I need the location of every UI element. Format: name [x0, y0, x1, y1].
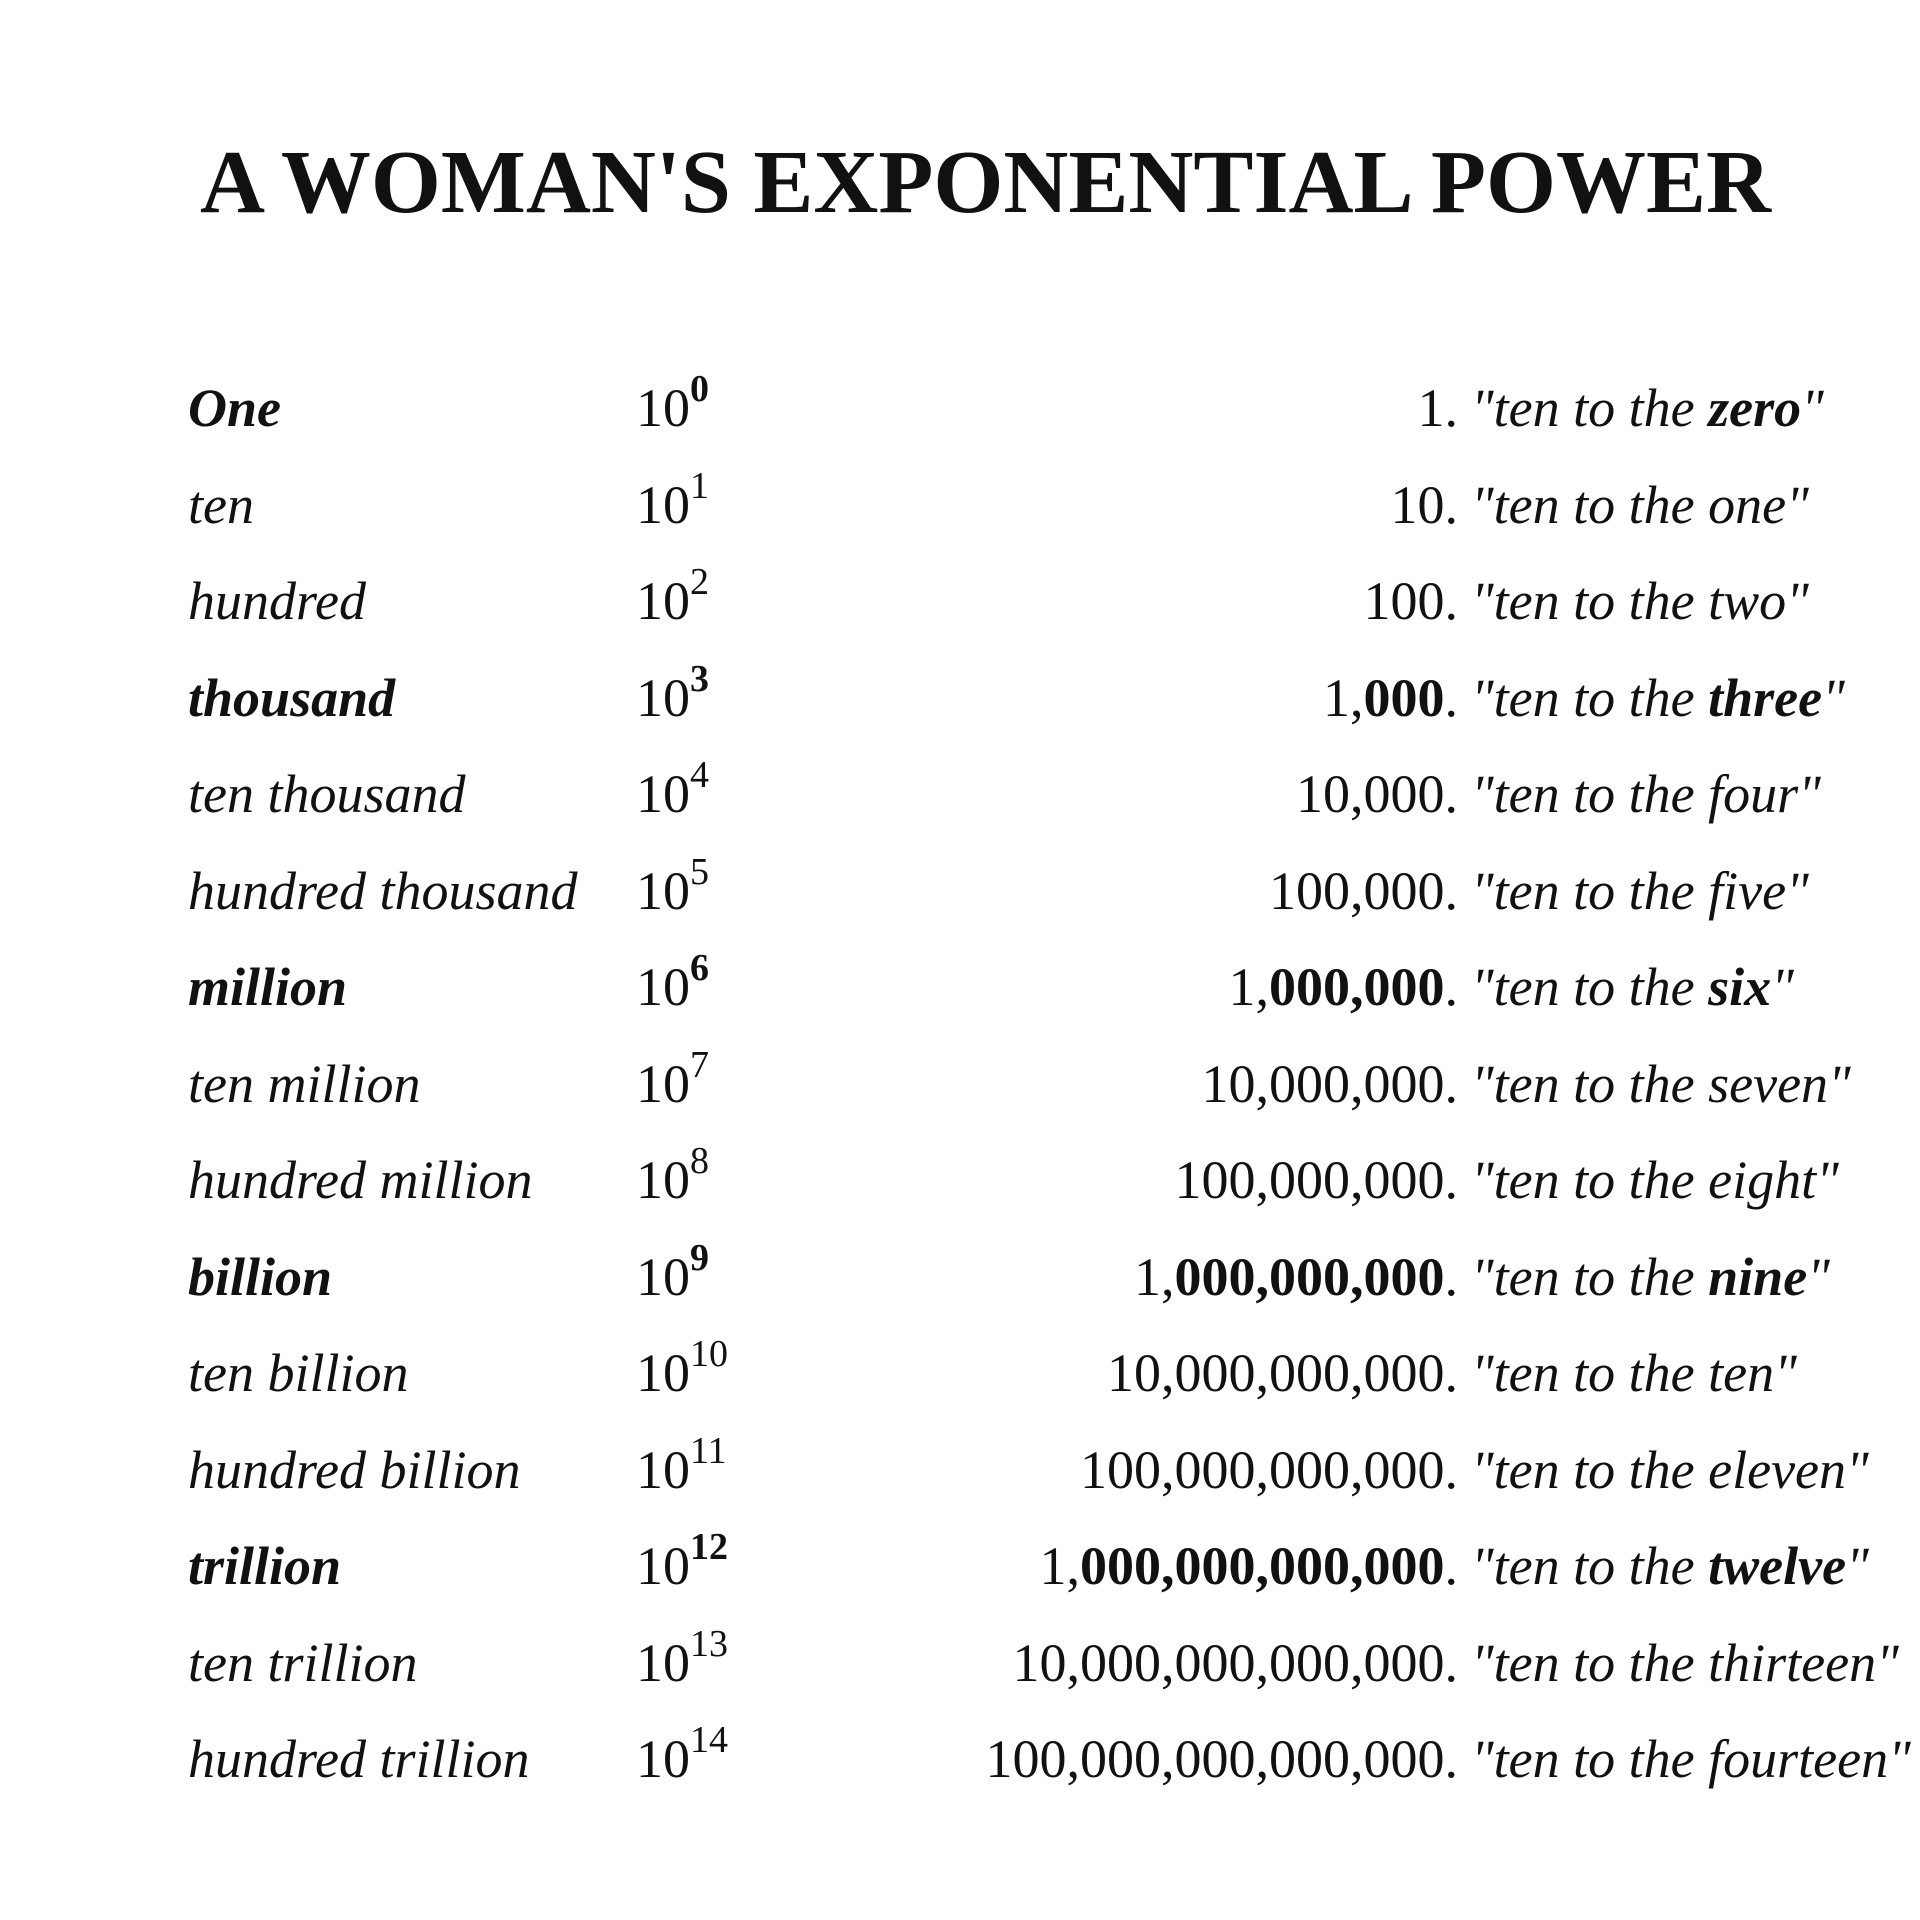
power-base: 10 — [636, 860, 690, 921]
table-row — [188, 650, 1888, 747]
spoken-suffix: " — [1876, 1632, 1899, 1693]
number-value — [1269, 843, 1458, 940]
power-exponent: 12 — [690, 1526, 728, 1568]
power-base: 10 — [636, 667, 690, 728]
spoken-number-word: zero — [1708, 378, 1802, 438]
spoken-number-word: three — [1708, 667, 1823, 728]
spoken-number-word: eight — [1708, 1150, 1817, 1210]
spoken-number-word: fourteen — [1708, 1729, 1889, 1789]
number-value — [1391, 457, 1459, 554]
power-base: 10 — [636, 474, 690, 535]
spoken-number-word: five — [1708, 860, 1787, 921]
page-title: A WOMAN'S EXPONENTIAL POWER — [200, 133, 1772, 232]
value-head: 1, — [1039, 1536, 1080, 1596]
power-base: 10 — [636, 1343, 690, 1403]
power-exponent: 10 — [690, 1333, 728, 1375]
table-row — [188, 457, 1888, 554]
power-expression — [636, 843, 709, 940]
spoken-number-word: four — [1708, 764, 1799, 824]
value-dot: . — [1444, 667, 1458, 728]
table-row — [188, 1229, 1888, 1326]
number-name: ten thousand — [188, 764, 466, 824]
table-row — [188, 553, 1888, 650]
power-expression — [636, 1518, 728, 1615]
spoken-prefix: "ten to the — [1471, 1729, 1709, 1789]
power-base: 10 — [636, 571, 690, 631]
power-expression — [636, 650, 709, 747]
power-expression — [636, 1325, 728, 1422]
value-head: 10 — [1390, 474, 1445, 535]
number-name: thousand — [188, 667, 396, 728]
spoken-prefix: "ten to the — [1471, 667, 1709, 728]
power-exponent: 11 — [690, 1429, 727, 1472]
number-name: ten billion — [188, 1343, 409, 1403]
spoken-phrase — [1471, 360, 1824, 457]
value-tail: 000,000,000 — [1174, 1246, 1445, 1307]
value-dot: . — [1444, 764, 1458, 824]
table-row — [188, 360, 1888, 457]
spoken-suffix: " — [1774, 1343, 1797, 1403]
number-value — [1107, 1325, 1458, 1422]
power-exponent: 8 — [690, 1140, 709, 1182]
spoken-prefix: "ten to the — [1471, 1632, 1709, 1693]
value-dot: . — [1444, 571, 1458, 631]
table-row — [188, 939, 1888, 1036]
spoken-prefix: "ten to the — [1471, 378, 1709, 438]
number-value — [1296, 746, 1458, 843]
spoken-phrase — [1471, 1036, 1851, 1133]
power-exponent: 14 — [690, 1719, 728, 1761]
value-dot: . — [1444, 1729, 1458, 1789]
number-name: ten million — [188, 1053, 421, 1114]
power-exponent: 2 — [690, 561, 709, 603]
spoken-suffix: " — [1786, 474, 1809, 535]
spoken-suffix: " — [1816, 1150, 1839, 1210]
spoken-prefix: "ten to the — [1471, 764, 1709, 824]
spoken-prefix: "ten to the — [1471, 1053, 1709, 1114]
number-name: hundred — [188, 571, 366, 631]
power-expression — [636, 939, 709, 1036]
value-tail: 000,000 — [1269, 957, 1445, 1017]
value-dot: . — [1444, 1246, 1458, 1307]
spoken-prefix: "ten to the — [1471, 1439, 1709, 1500]
value-dot: . — [1444, 474, 1458, 535]
power-expression — [636, 360, 709, 457]
power-exponent: 1 — [690, 464, 709, 507]
power-expression — [636, 1036, 709, 1133]
value-dot: . — [1444, 1343, 1458, 1403]
number-name: million — [188, 957, 348, 1017]
value-head: 100,000,000,000,000 — [985, 1729, 1445, 1789]
spoken-phrase — [1471, 1229, 1830, 1326]
number-name: trillion — [188, 1536, 342, 1596]
power-exponent: 13 — [690, 1622, 728, 1665]
number-name: hundred thousand — [188, 860, 578, 921]
value-dot: . — [1444, 1053, 1458, 1114]
number-value — [1202, 1036, 1459, 1133]
value-head: 100,000 — [1269, 860, 1445, 921]
spoken-suffix: " — [1798, 764, 1821, 824]
table-row — [188, 746, 1888, 843]
spoken-phrase — [1471, 1518, 1869, 1615]
power-expression — [636, 1229, 709, 1326]
number-name: billion — [188, 1246, 333, 1307]
number-name: ten trillion — [188, 1632, 418, 1693]
table-row — [188, 1518, 1888, 1615]
power-expression — [636, 1711, 728, 1808]
spoken-suffix: " — [1828, 1053, 1851, 1114]
value-head: 100,000,000,000 — [1080, 1439, 1445, 1500]
spoken-prefix: "ten to the — [1471, 860, 1709, 921]
value-head: 10,000,000 — [1201, 1053, 1445, 1114]
spoken-phrase — [1471, 1132, 1839, 1229]
spoken-prefix: "ten to the — [1471, 1343, 1709, 1403]
value-tail: 000,000,000,000 — [1080, 1536, 1445, 1596]
spoken-number-word: eleven — [1708, 1439, 1846, 1500]
power-expression — [636, 1422, 727, 1519]
value-head: 1 — [1417, 378, 1445, 438]
powers-of-ten-table — [188, 360, 1911, 1808]
power-base: 10 — [636, 1439, 690, 1500]
spoken-suffix: " — [1771, 957, 1794, 1017]
value-dot: . — [1444, 1536, 1458, 1596]
power-base: 10 — [636, 1536, 690, 1596]
spoken-phrase — [1471, 1615, 1899, 1712]
power-expression — [636, 553, 709, 650]
power-exponent: 4 — [690, 754, 709, 796]
spoken-prefix: "ten to the — [1471, 957, 1709, 1017]
power-base: 10 — [636, 1246, 690, 1307]
power-expression — [636, 1615, 728, 1712]
table-row — [188, 1132, 1888, 1229]
spoken-number-word: nine — [1708, 1246, 1808, 1307]
power-base: 10 — [636, 1632, 690, 1693]
spoken-suffix: " — [1807, 1246, 1830, 1307]
power-base: 10 — [636, 957, 690, 1017]
spoken-phrase — [1471, 939, 1794, 1036]
spoken-phrase — [1471, 1711, 1911, 1808]
value-tail: 000 — [1363, 667, 1445, 728]
spoken-number-word: ten — [1708, 1343, 1775, 1403]
table-row — [188, 1615, 1899, 1712]
spoken-number-word: six — [1708, 957, 1772, 1017]
number-value — [1134, 1229, 1458, 1326]
number-value — [1418, 360, 1459, 457]
spoken-prefix: "ten to the — [1471, 571, 1709, 631]
spoken-suffix: " — [1888, 1729, 1911, 1789]
value-dot: . — [1444, 1439, 1458, 1500]
power-expression — [636, 1132, 709, 1229]
table-row — [188, 1422, 1888, 1519]
number-value — [1013, 1615, 1459, 1712]
spoken-suffix: " — [1846, 1439, 1869, 1500]
table-row — [188, 1711, 1911, 1808]
table-row — [188, 843, 1888, 940]
power-expression — [636, 746, 709, 843]
spoken-number-word: two — [1708, 571, 1787, 631]
spoken-prefix: "ten to the — [1471, 474, 1709, 535]
value-head: 10,000 — [1296, 764, 1445, 824]
spoken-phrase — [1471, 746, 1821, 843]
number-value — [1323, 650, 1458, 747]
spoken-phrase — [1471, 457, 1809, 554]
value-head: 1, — [1228, 957, 1269, 1017]
spoken-number-word: twelve — [1708, 1536, 1847, 1596]
spoken-prefix: "ten to the — [1471, 1536, 1709, 1596]
value-dot: . — [1444, 1150, 1458, 1210]
table-row — [188, 1036, 1888, 1133]
value-head: 1, — [1134, 1246, 1175, 1307]
number-value — [1229, 939, 1459, 1036]
number-value — [1364, 553, 1459, 650]
value-dot: . — [1444, 1632, 1458, 1693]
spoken-phrase — [1471, 1422, 1869, 1519]
table-row — [188, 1325, 1888, 1422]
number-name: ten — [188, 474, 254, 535]
power-base: 10 — [636, 764, 690, 824]
value-head: 10,000,000,000 — [1107, 1343, 1445, 1403]
value-dot: . — [1444, 957, 1458, 1017]
power-exponent: 0 — [690, 368, 709, 410]
spoken-phrase — [1471, 843, 1809, 940]
spoken-prefix: "ten to the — [1471, 1150, 1709, 1210]
spoken-phrase — [1471, 650, 1845, 747]
spoken-number-word: seven — [1708, 1053, 1829, 1114]
number-value — [1040, 1518, 1459, 1615]
spoken-prefix: "ten to the — [1471, 1246, 1709, 1307]
value-dot: . — [1444, 860, 1458, 921]
number-name: hundred billion — [188, 1439, 521, 1500]
power-base: 10 — [636, 1729, 690, 1789]
spoken-suffix: " — [1786, 860, 1809, 921]
spoken-phrase — [1471, 1325, 1797, 1422]
power-base: 10 — [636, 1150, 690, 1210]
number-name: hundred million — [188, 1150, 533, 1210]
power-expression — [636, 457, 709, 554]
number-name: One — [188, 378, 281, 438]
value-head: 1, — [1323, 667, 1364, 728]
value-head: 100 — [1363, 571, 1445, 631]
spoken-suffix: " — [1822, 667, 1845, 728]
power-exponent: 3 — [690, 657, 709, 700]
value-dot: . — [1444, 378, 1458, 438]
power-base: 10 — [636, 378, 690, 438]
spoken-suffix: " — [1846, 1536, 1869, 1596]
number-value — [1080, 1422, 1458, 1519]
spoken-suffix: " — [1786, 571, 1809, 631]
spoken-number-word: thirteen — [1708, 1632, 1877, 1693]
power-exponent: 5 — [690, 850, 709, 893]
number-value — [1175, 1132, 1459, 1229]
spoken-number-word: one — [1708, 474, 1787, 535]
spoken-phrase — [1471, 553, 1809, 650]
power-base: 10 — [636, 1053, 690, 1114]
value-head: 10,000,000,000,000 — [1012, 1632, 1445, 1693]
number-name: hundred trillion — [188, 1729, 530, 1789]
power-exponent: 7 — [690, 1043, 709, 1086]
value-head: 100,000,000 — [1174, 1150, 1445, 1210]
power-exponent: 6 — [690, 947, 709, 989]
number-value — [986, 1711, 1459, 1808]
power-exponent: 9 — [690, 1236, 709, 1279]
spoken-suffix: " — [1801, 378, 1824, 438]
